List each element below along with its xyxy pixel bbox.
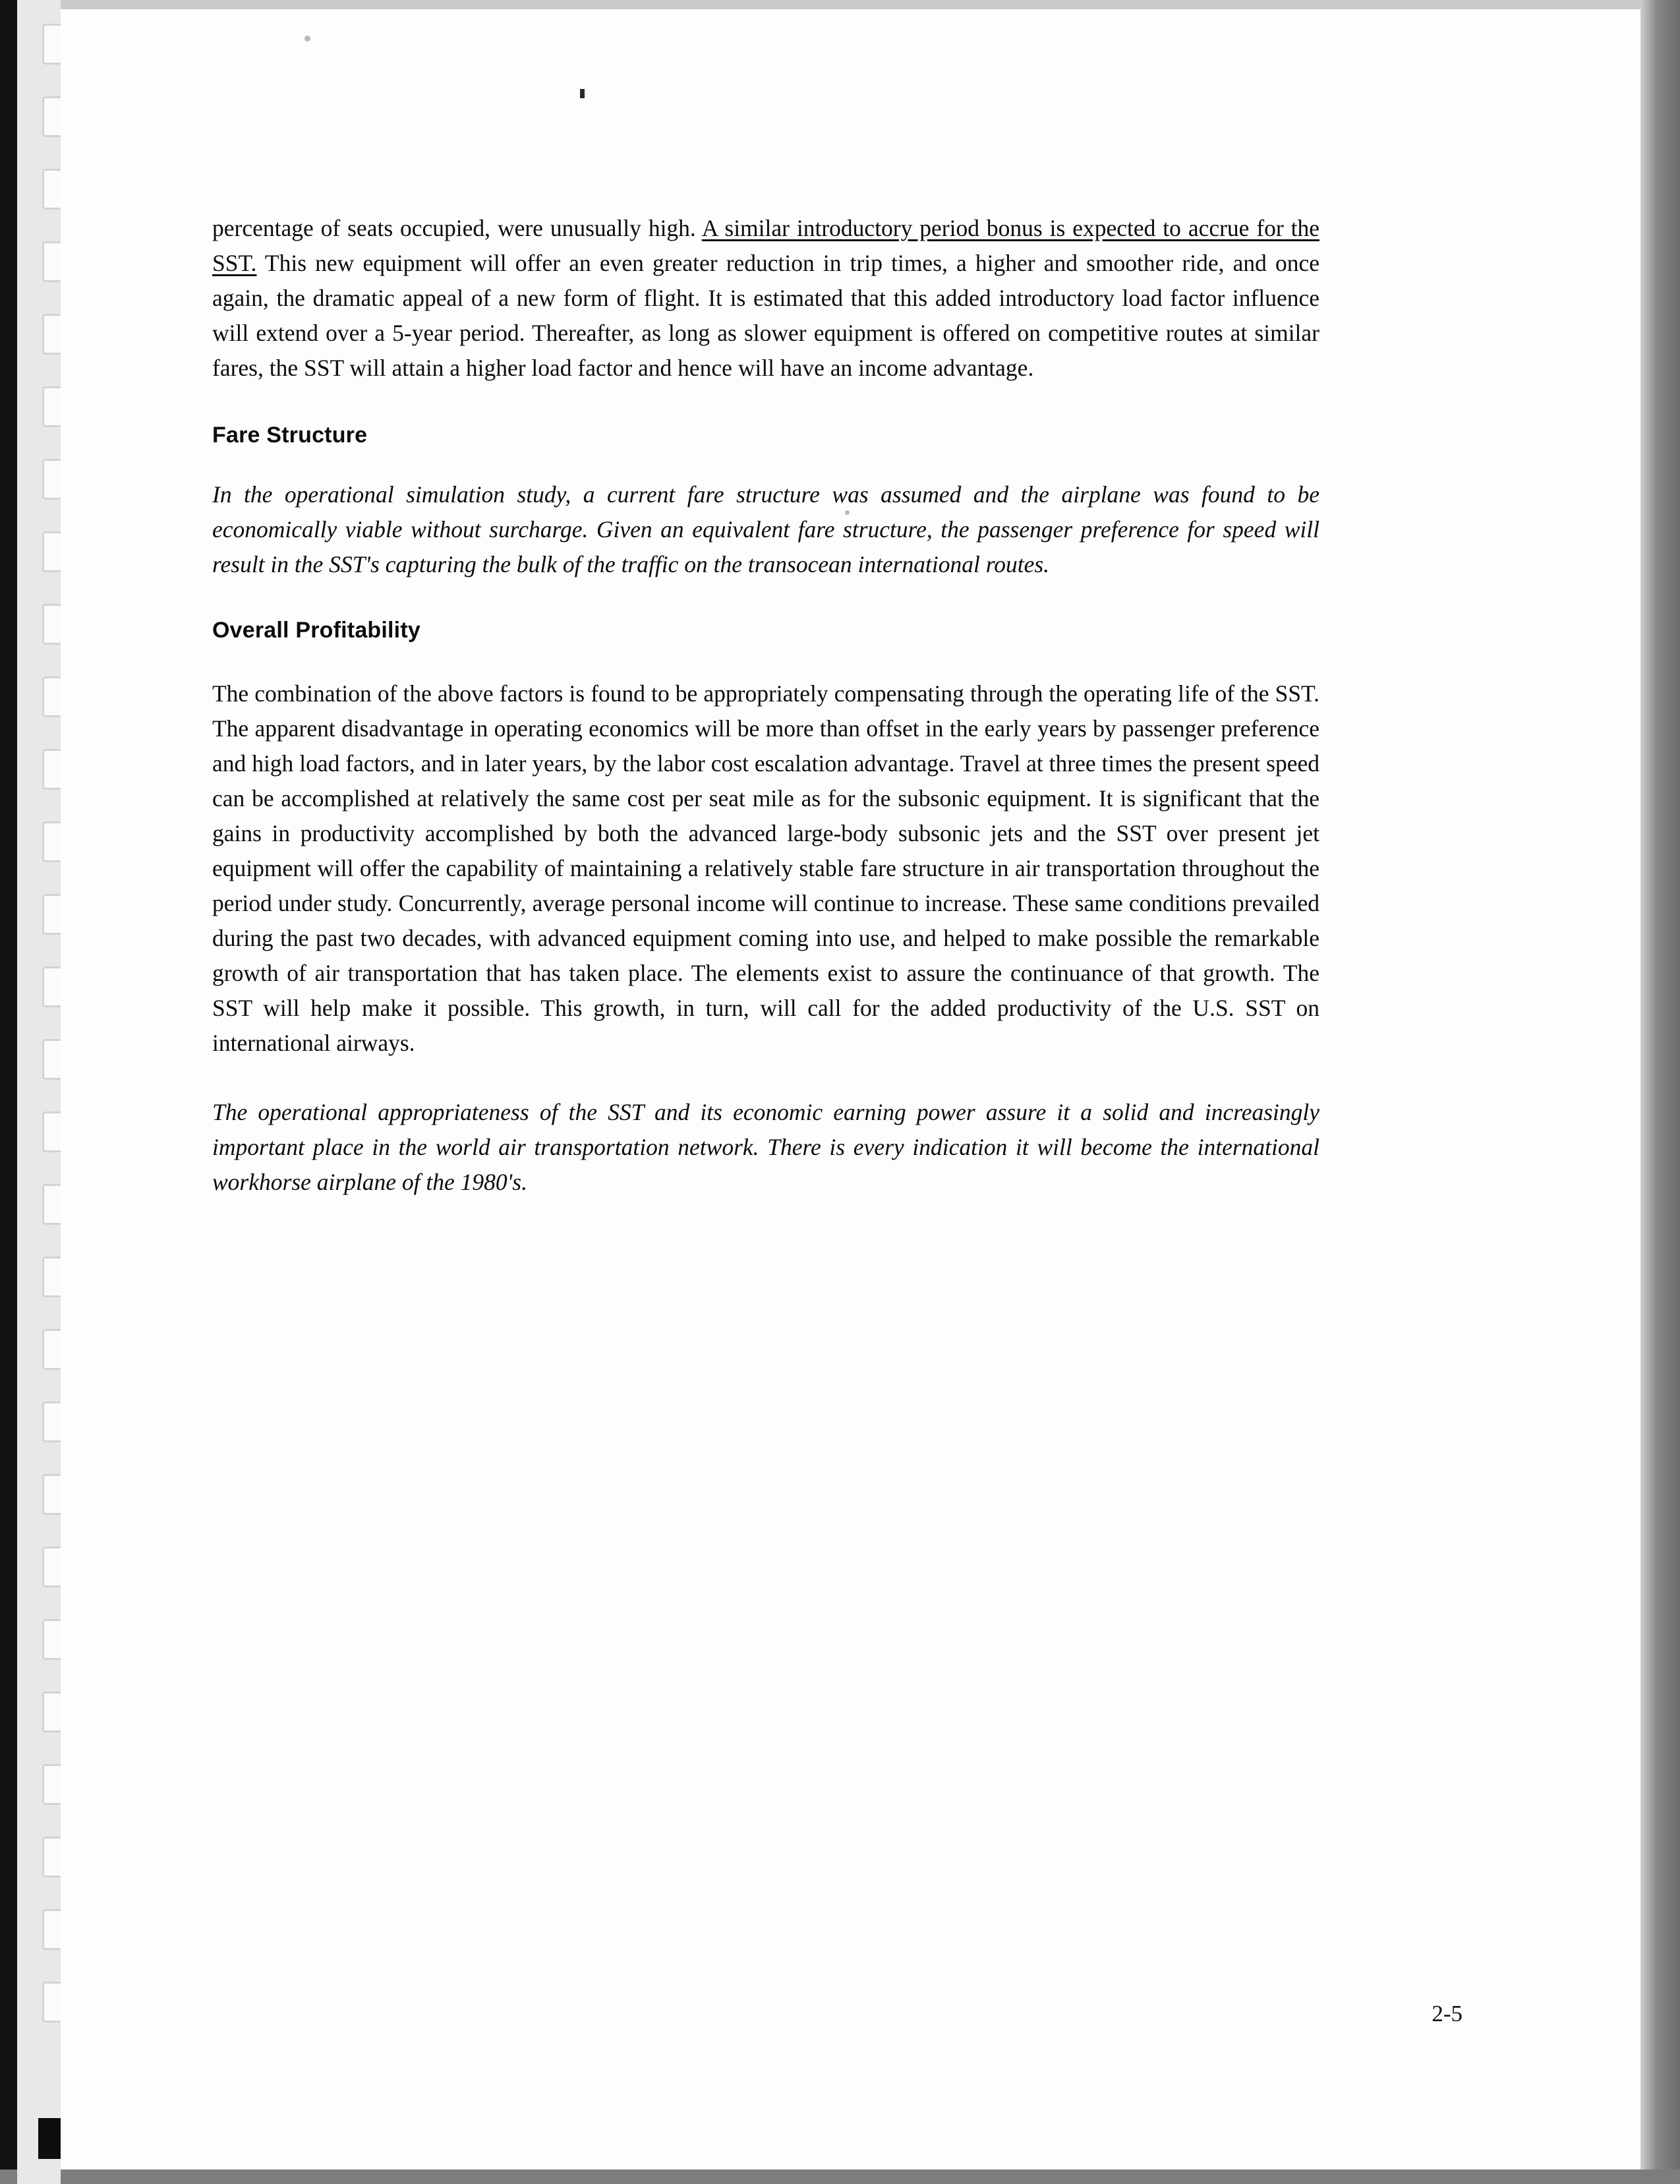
page-number: 2-5 xyxy=(1432,2001,1463,2026)
scan-artifact-mark xyxy=(580,89,585,98)
paragraph-overall-profitability: The combination of the above factors is found to be appropriately compensating through the operating life of the SST. The apparent disadvantage in operating economics will be more than offset in the early years by passenger preference and high load factors, and in later years, by the labor cost escalation advantage. Travel at three times the present speed can be accomplished at relatively the same cost per seat mile as for the subsonic equipment. It is significant that the gains in productivity accomplished by both the advanced large-body subsonic jets and the SST over present jet equipment will offer the capability of maintaining a relatively stable fare structure in air transportation throughout the period under study. Concurrently, average personal income will continue to increase. These same conditions prevailed during the past two decades, with advanced equipment coming into use, and helped to make possible the remarkable growth of air transportation that has taken place. The elements exist to assure the continuance of that growth. The SST will help make it possible. This growth, in turn, will call for the added productivity of the U.S. SST on international airways. xyxy=(212,680,1319,1056)
binding-strip xyxy=(17,0,61,2184)
paragraph-closing: The operational appropriateness of the SST and its economic earning power assure it a solid and increasingly important place in the world air transportation network. There is every indication it will become the international workhorse airplane of the 1980's. xyxy=(212,1099,1319,1195)
scan-edge-left xyxy=(0,0,17,2184)
paragraph-intro-rest: This new equipment will offer an even greater reduction in trip times, a higher and smoother ride, and once again, the dramatic appeal of a new form of flight. It is estimated that this added introductory load factor influence will extend over a 5-year period. Thereafter, as long as slower equipment is offered on competitive routes at similar fares, the SST will attain a higher load factor and hence will have an income advantage. xyxy=(212,250,1319,381)
heading-overall-profitability: Overall Profitability xyxy=(212,618,420,643)
scan-edge-top xyxy=(0,0,1680,9)
scan-edge-right xyxy=(1640,0,1680,2184)
document-text-column xyxy=(212,211,1319,1200)
paragraph-intro xyxy=(212,211,1319,386)
scan-speck xyxy=(304,36,310,42)
paragraph-intro-underlined: A similar introductory period bonus is expected to accrue for the SST. xyxy=(212,215,1320,276)
paragraph-intro-lead: percentage of seats occupied, were unusually high. xyxy=(212,215,702,241)
scan-edge-bottom xyxy=(0,2169,1680,2184)
paragraph-fare-structure: In the operational simulation study, a current fare structure was assumed and the airplane was found to be economically viable without surcharge. Given an equivalent fare structure, the passenger preference for speed will result in the SST's capturing the bulk of the traffic on the transocean international routes. xyxy=(212,481,1319,577)
heading-fare-structure: Fare Structure xyxy=(212,423,368,448)
